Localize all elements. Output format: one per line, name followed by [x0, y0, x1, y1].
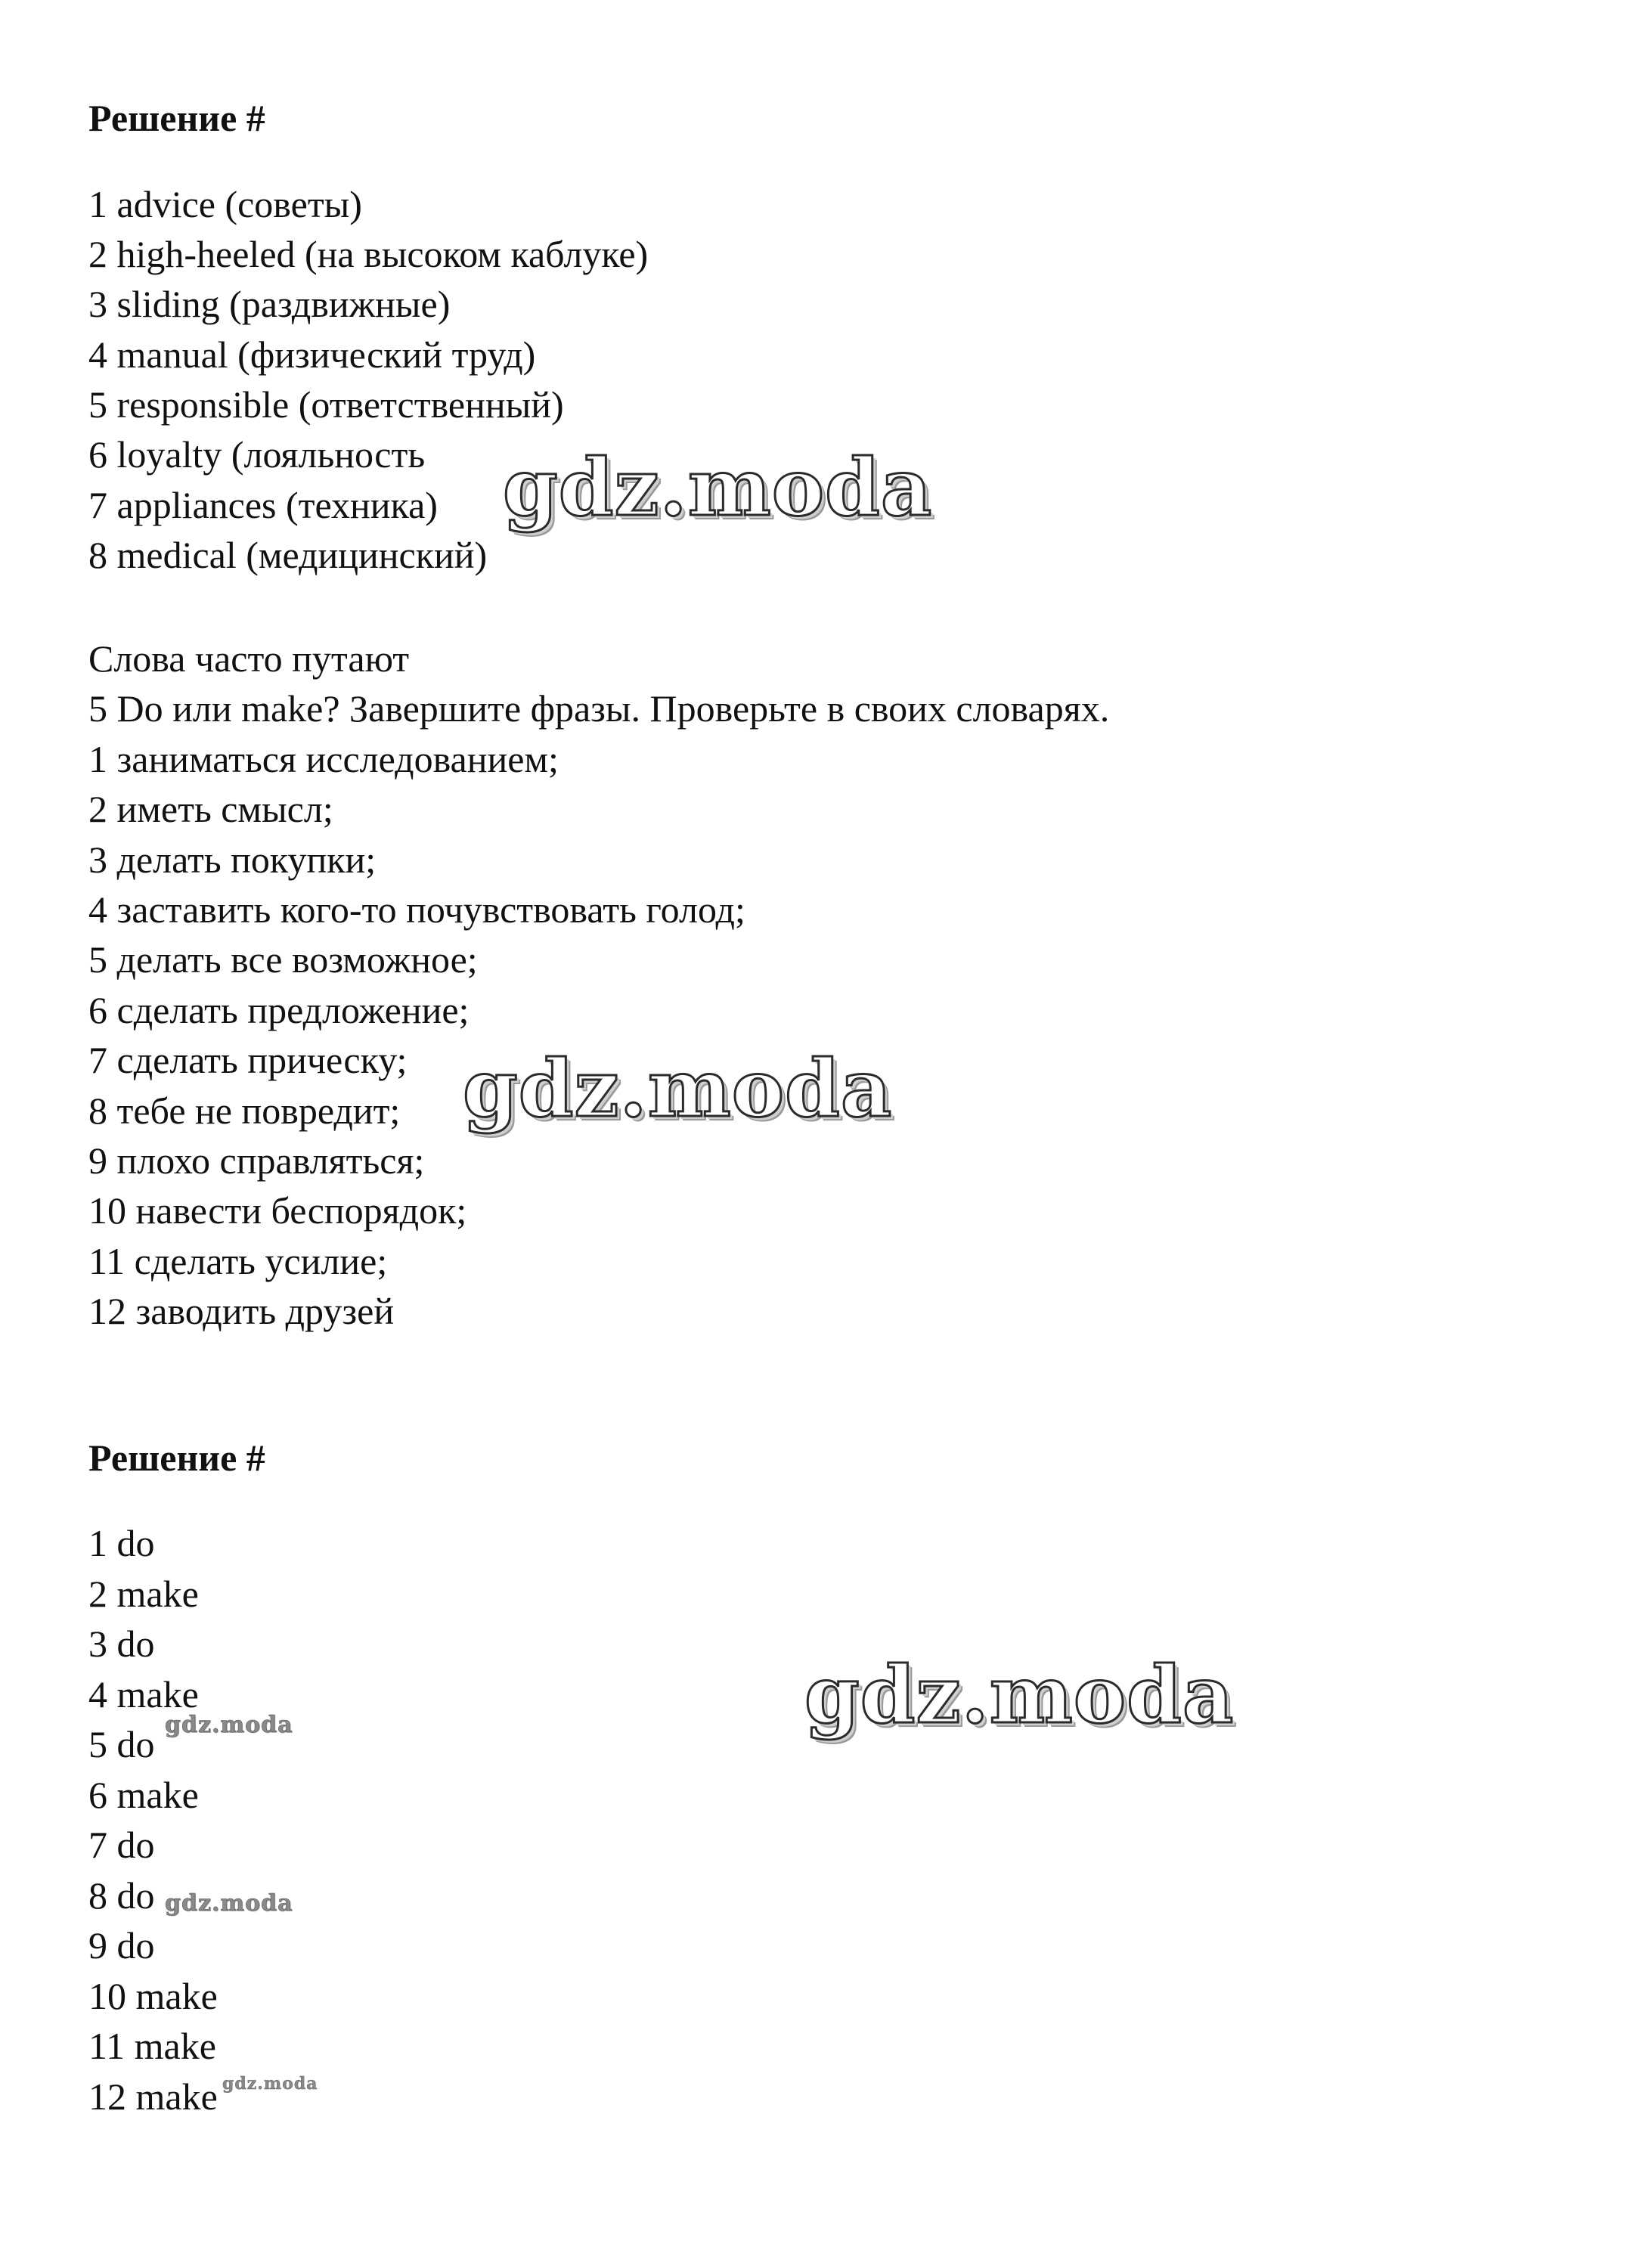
- solution-heading-2: Решение #: [88, 1437, 265, 1479]
- phrase-line: 2 иметь смысл;: [88, 788, 333, 830]
- answer-line: 4 make: [88, 1673, 199, 1715]
- phrase-line: 5 делать все возможное;: [88, 938, 478, 981]
- watermark: gdz.moda: [804, 1648, 1235, 1741]
- answer-line: 11 make: [88, 2025, 216, 2067]
- phrase-line: 3 делать покупки;: [88, 838, 377, 881]
- phrase-line: 6 сделать предложение;: [88, 989, 470, 1031]
- answer-line: 2 make: [88, 1573, 199, 1615]
- phrase-line: 12 заводить друзей: [88, 1290, 395, 1332]
- phrase-line: 11 сделать усилие;: [88, 1240, 388, 1282]
- watermark: gdz.moda: [503, 441, 933, 534]
- answer-line: 10 make: [88, 1975, 218, 2017]
- solution-heading-1: Решение #: [88, 97, 265, 139]
- answer-line: 6 loyalty (лояльность: [88, 433, 426, 476]
- watermark: gdz.moda: [463, 1042, 893, 1135]
- phrase-line: 7 сделать прическу;: [88, 1039, 408, 1081]
- phrase-line: 9 плохо справляться;: [88, 1139, 425, 1182]
- answer-line: 5 do: [88, 1723, 155, 1765]
- watermark-small: gdz.moda: [165, 1712, 293, 1738]
- answer-line: 5 responsible (ответственный): [88, 383, 564, 426]
- answer-line: 7 appliances (техника): [88, 484, 438, 526]
- answer-line: 1 advice (советы): [88, 183, 362, 225]
- section-title: Слова часто путают: [88, 637, 410, 680]
- answer-line: 3 sliding (раздвижные): [88, 283, 451, 325]
- task-text: 5 Do или make? Завершите фразы. Проверьте в своих словарях.: [88, 687, 1110, 730]
- answer-line: 3 do: [88, 1622, 155, 1665]
- answer-line: 4 manual (физический труд): [88, 333, 536, 376]
- answer-line: 2 high-heeled (на высоком каблуке): [88, 233, 649, 275]
- phrase-line: 10 навести беспорядок;: [88, 1189, 467, 1232]
- phrase-line: 4 заставить кого-то почувствовать голод;: [88, 888, 745, 931]
- answer-line: 12 make: [88, 2075, 218, 2118]
- phrase-line: 1 заниматься исследованием;: [88, 738, 559, 780]
- answer-line: 6 make: [88, 1774, 199, 1816]
- watermark-tiny: gdz.moda: [222, 2074, 318, 2094]
- answer-line: 9 do: [88, 1924, 155, 1967]
- phrase-line: 8 тебе не повредит;: [88, 1089, 401, 1132]
- watermark-small: gdz.moda: [165, 1890, 293, 1917]
- answer-line: 1 do: [88, 1522, 155, 1564]
- answer-line: 8 do: [88, 1874, 155, 1917]
- answer-line: 8 medical (медицинский): [88, 534, 488, 576]
- answer-line: 7 do: [88, 1824, 155, 1866]
